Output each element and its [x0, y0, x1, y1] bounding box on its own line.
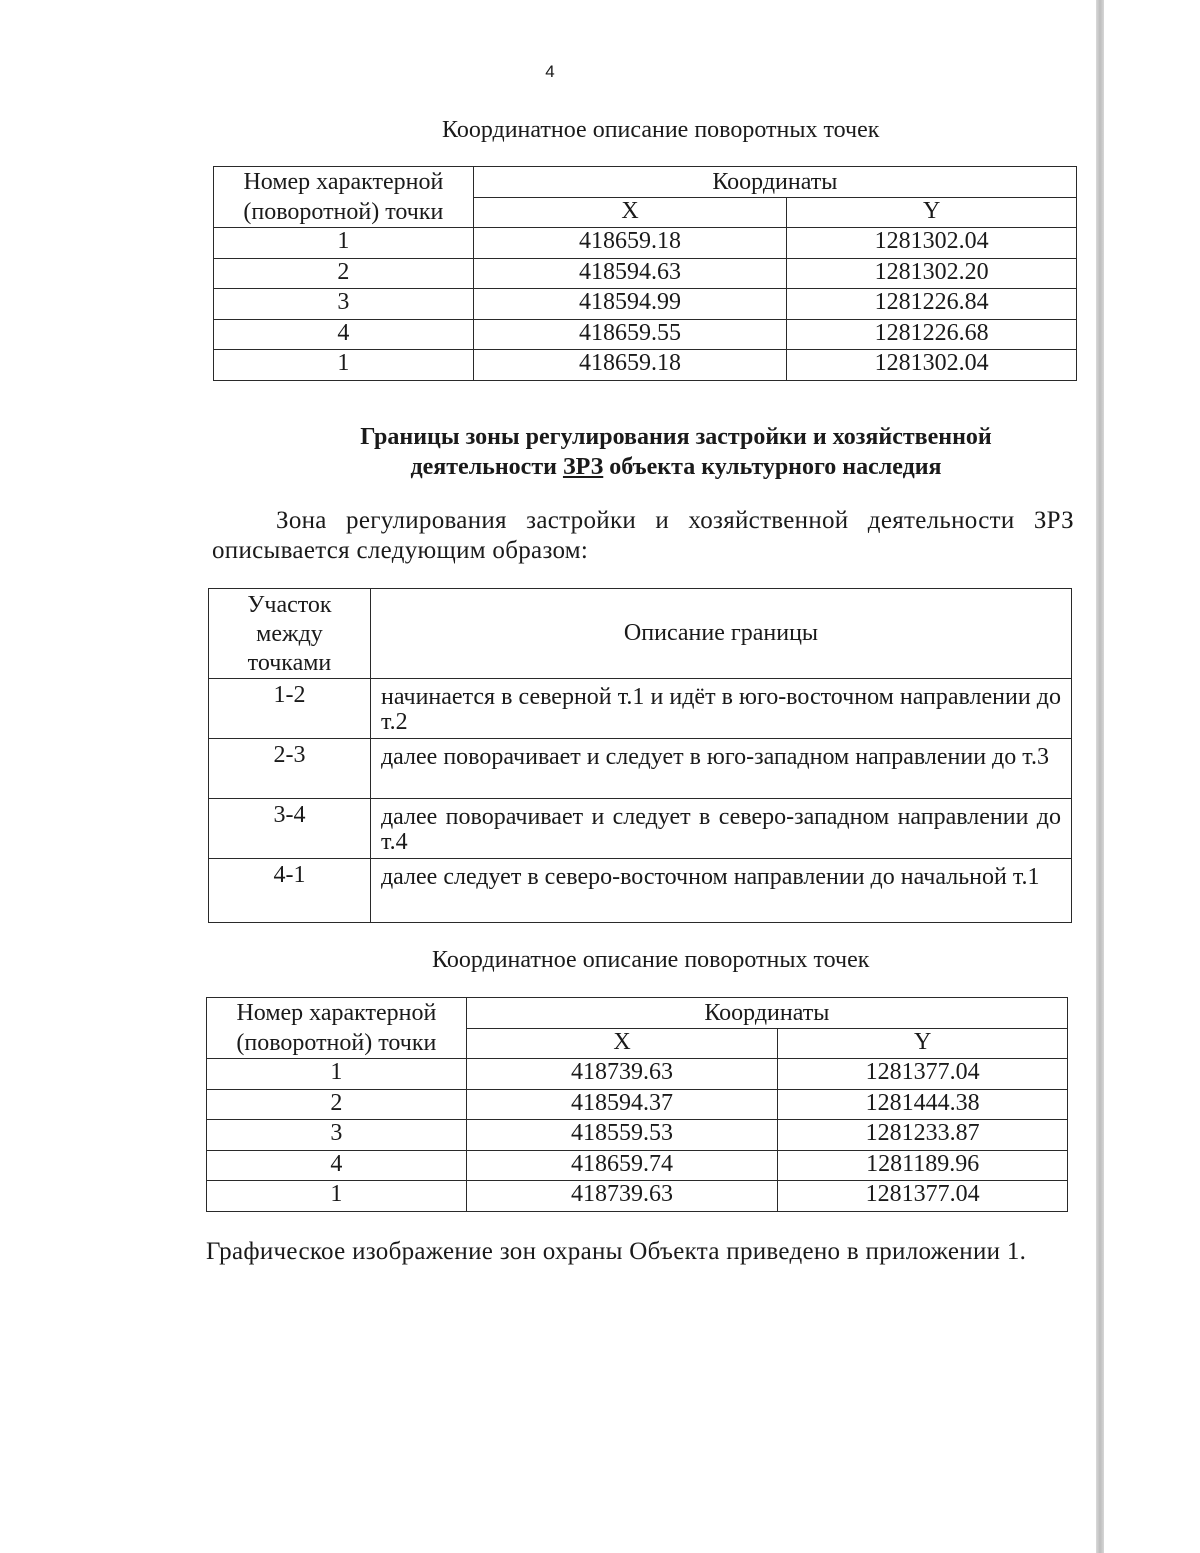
section-heading-line2	[0, 452, 1200, 482]
table-row	[214, 228, 1077, 259]
table2-caption: Координатное описание поворотных точек	[432, 947, 870, 973]
table-row	[209, 739, 1072, 799]
table2-header-row	[207, 998, 1068, 1029]
table-row	[207, 1120, 1068, 1151]
table2-header-point: Номер характерной (поворотной) точки	[207, 998, 467, 1059]
point-number: 1	[214, 228, 474, 259]
coord-y: 1281377.04	[778, 1181, 1068, 1212]
table2-coordinates	[206, 997, 1068, 1212]
intro-paragraph: Зона регулирования застройки и хозяйственной деятельности ЗРЗ описывается следующим образом:	[212, 507, 1074, 564]
coord-x: 418659.18	[473, 228, 787, 259]
coord-y: 1281226.84	[787, 289, 1077, 320]
heading-prefix: деятельности	[410, 454, 563, 480]
table1-header-point: Номер характерной (поворотной) точки	[214, 167, 474, 228]
point-number: 1	[214, 350, 474, 381]
section-heading-line1: Границы зоны регулирования застройки и хозяйственной	[360, 424, 992, 450]
point-number: 4	[214, 319, 474, 350]
segment: 1-2	[209, 679, 371, 739]
coord-x: 418594.63	[473, 258, 787, 289]
table-row	[207, 1059, 1068, 1090]
table-row	[214, 258, 1077, 289]
table-row	[214, 319, 1077, 350]
coord-y: 1281226.68	[787, 319, 1077, 350]
table-row	[207, 1150, 1068, 1181]
coord-x: 418659.55	[473, 319, 787, 350]
table2-header-y: Y	[778, 1028, 1068, 1059]
boundary-description: далее поворачивает и следует в северо-западном направлении до т.4	[370, 799, 1071, 859]
boundary-description: далее следует в северо-восточном направлении до начальной т.1	[370, 859, 1071, 923]
coord-x: 418659.74	[466, 1150, 778, 1181]
point-number: 1	[207, 1059, 467, 1090]
boundary-description-table	[208, 588, 1072, 923]
coord-y: 1281377.04	[778, 1059, 1068, 1090]
coord-x: 418739.63	[466, 1059, 778, 1090]
table1-header-y: Y	[787, 197, 1077, 228]
page-number: 4	[545, 62, 555, 81]
segment: 4-1	[209, 859, 371, 923]
table1-header-coordinates: Координаты	[473, 167, 1076, 198]
point-number: 4	[207, 1150, 467, 1181]
scan-page-edge	[1096, 0, 1104, 1553]
boundary-description: далее поворачивает и следует в юго-западном направлении до т.3	[370, 739, 1071, 799]
coord-y: 1281302.04	[787, 228, 1077, 259]
heading-suffix: объекта культурного наследия	[603, 454, 942, 480]
table-row	[209, 679, 1072, 739]
coord-x: 418594.99	[473, 289, 787, 320]
table2-header-coordinates: Координаты	[466, 998, 1067, 1029]
point-number: 1	[207, 1181, 467, 1212]
footer-note: Графическое изображение зон охраны Объекта приведено в приложении 1.	[206, 1238, 1027, 1265]
boundary-description: начинается в северной т.1 и идёт в юго-восточном направлении до т.2	[370, 679, 1071, 739]
heading-zone-abbr: ЗРЗ	[562, 454, 604, 480]
coord-x: 418594.37	[466, 1089, 778, 1120]
table-row	[207, 1181, 1068, 1212]
point-number: 2	[207, 1089, 467, 1120]
point-number: 3	[214, 289, 474, 320]
table1-coordinates	[213, 166, 1077, 381]
coord-y: 1281233.87	[778, 1120, 1068, 1151]
table-row	[214, 289, 1077, 320]
table-row	[209, 799, 1072, 859]
coord-y: 1281302.20	[787, 258, 1077, 289]
coord-y: 1281189.96	[778, 1150, 1068, 1181]
table1-caption: Координатное описание поворотных точек	[442, 117, 880, 143]
table2-header-x: X	[466, 1028, 778, 1059]
coord-x: 418659.18	[473, 350, 787, 381]
point-number: 2	[214, 258, 474, 289]
segment: 3-4	[209, 799, 371, 859]
point-number: 3	[207, 1120, 467, 1151]
coord-x: 418739.63	[466, 1181, 778, 1212]
table-row	[214, 350, 1077, 381]
coord-x: 418559.53	[466, 1120, 778, 1151]
coord-y: 1281444.38	[778, 1089, 1068, 1120]
boundary-header-row	[209, 589, 1072, 679]
table1-header-x: X	[473, 197, 787, 228]
table-row	[209, 859, 1072, 923]
header-segment: Участок между точками	[209, 589, 371, 679]
coord-y: 1281302.04	[787, 350, 1077, 381]
header-description: Описание границы	[370, 589, 1071, 679]
table-row	[207, 1089, 1068, 1120]
table1-header-row	[214, 167, 1077, 198]
segment: 2-3	[209, 739, 371, 799]
